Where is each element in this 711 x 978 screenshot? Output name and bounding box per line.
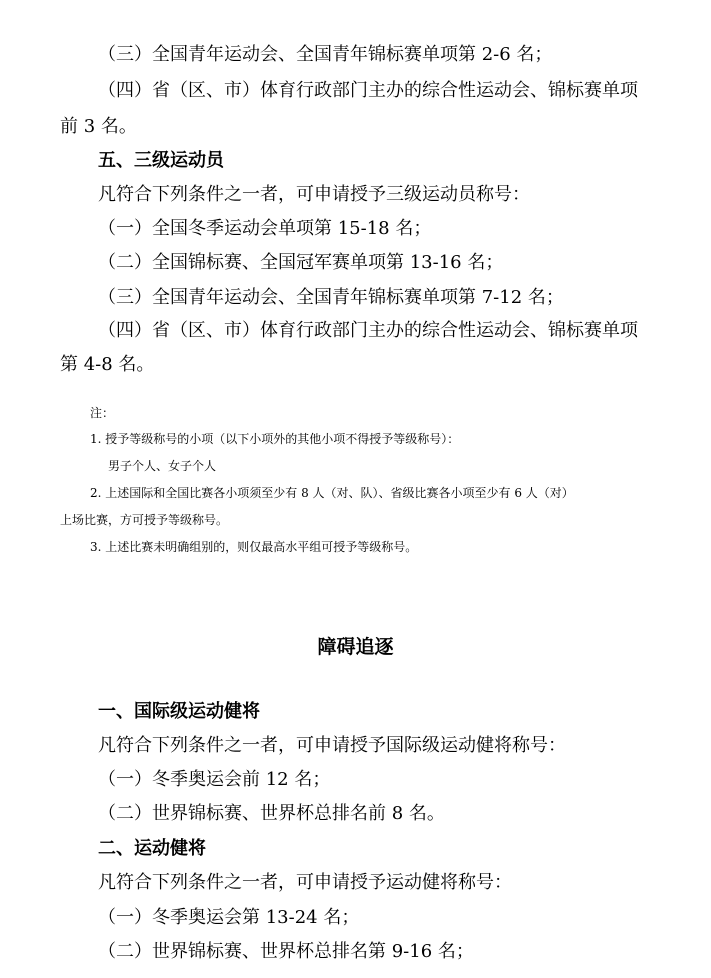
notes-title: 注：: [90, 406, 115, 420]
note-3: 3. 上述比赛未明确组别的，则仅最高水平组可授予等级称号。: [90, 540, 418, 554]
note-1: 1. 授予等级称号的小项（以下小项外的其他小项不得授予等级称号）：: [90, 432, 460, 446]
heading-third-class-athlete: 五、三级运动员: [98, 150, 224, 171]
heading-master: 二、运动健将: [98, 838, 206, 859]
criteria-intro: 凡符合下列条件之一者，可申请授予三级运动员称号：: [98, 184, 530, 205]
intl-criteria-intro: 凡符合下列条件之一者，可申请授予国际级运动健将称号：: [98, 735, 566, 756]
criteria-item-1: （一）全国冬季运动会单项第 15-18 名；: [98, 218, 432, 239]
master-criteria-intro: 凡符合下列条件之一者，可申请授予运动健将称号：: [98, 872, 512, 893]
intl-criteria-item-1: （一）冬季奥运会前 12 名；: [98, 769, 331, 790]
criteria-item-3b: （三）全国青年运动会、全国青年锦标赛单项第 7-12 名；: [98, 287, 564, 308]
note-1-detail: 男子个人、女子个人: [108, 459, 217, 473]
master-criteria-item-1: （一）冬季奥运会第 13-24 名；: [98, 907, 360, 928]
criteria-item-3: （三）全国青年运动会、全国青年锦标赛单项第 2-6 名；: [98, 44, 553, 65]
criteria-item-4b: （四）省（区、市）体育行政部门主办的综合性运动会、锦标赛单项: [98, 320, 638, 341]
criteria-item-2: （二）全国锦标赛、全国冠军赛单项第 13-16 名；: [98, 252, 504, 273]
section-title: 障碍追逐: [317, 636, 394, 658]
heading-international-master: 一、国际级运动健将: [98, 701, 260, 722]
criteria-item-4: （四）省（区、市）体育行政部门主办的综合性运动会、锦标赛单项: [98, 80, 638, 101]
criteria-item-4-continued: 前 3 名。: [60, 116, 137, 137]
criteria-item-4b-continued: 第 4-8 名。: [60, 354, 155, 375]
master-criteria-item-2: （二）世界锦标赛、世界杯总排名第 9-16 名；: [98, 941, 474, 962]
intl-criteria-item-2: （二）世界锦标赛、世界杯总排名前 8 名。: [98, 803, 445, 824]
note-2: 2. 上述国际和全国比赛各小项须至少有 8 人（对、队）、省级比赛各小项至少有 6 人（对）: [90, 486, 574, 500]
note-2-continued: 上场比赛，方可授予等级称号。: [60, 513, 229, 527]
